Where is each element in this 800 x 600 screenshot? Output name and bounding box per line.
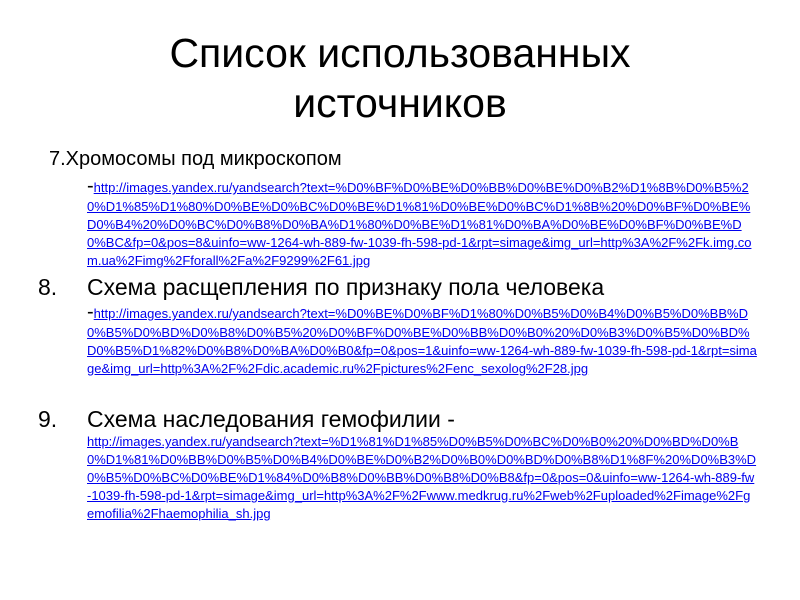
slide-title-line-2: источников xyxy=(293,80,507,126)
source-7-link[interactable]: http://images.yandex.ru/yandsearch?text=%D0%BF%D0%BE%D0%BB%D0%BE%D0%B2%D1%8B%D0%B5%20%D1%85%D1%80%D0%BE%D0%BC%D0%BE%D1%81%D0%BE%D0%BC%D1%8B%20%D0%BF%D0%BE%D0%B4%20%D0%BC%D0%B8%D0%BA%D1%80%D0%BE%D1%81%D0%BA%D0%BE%D0%BF%D0%BE%D0%BC&fp=0&pos=8&uinfo=ww-1264-wh-889-fw-1039-fh-598-pd-1&rpt=simage&img_url=http%3A%2F%2Fk.img.com.ua%2Fimg%2Fforall%2Fa%2F9299%2F61.jpg xyxy=(87,180,752,268)
source-8-link[interactable]: http://images.yandex.ru/yandsearch?text=%D0%BE%D0%BF%D1%80%D0%B5%D0%B4%D0%B5%D0%BB%D0%B5%D0%BD%D0%B8%D0%B5%20%D0%BF%D0%BE%D0%BB%D0%B0%20%D0%B3%D0%B5%D0%BD%D0%B5%D1%82%D0%B8%D0%BA%D0%B0&fp=0&pos=1&uinfo=ww-1264-wh-889-fw-1039-fh-598-pd-1&rpt=simage&img_url=http%3A%2F%2Fdic.academic.ru%2Fpictures%2Fenc_sexolog%2F28.jpg xyxy=(87,306,757,376)
source-8-label: Схема расщепления по признаку пола человека xyxy=(87,274,605,300)
source-9-label: Схема наследования гемофилии - xyxy=(87,406,455,432)
source-7-link-block xyxy=(87,175,757,270)
source-8-item xyxy=(38,273,778,301)
slide-title-line-1: Список использованных xyxy=(169,30,631,76)
source-9-number: 9. xyxy=(38,406,58,432)
source-8-number: 8. xyxy=(38,274,58,300)
source-7-dash: - xyxy=(87,175,94,197)
source-7-label: 7.Хромосомы под микроскопом xyxy=(49,148,342,170)
source-8-dash: - xyxy=(87,301,94,323)
source-9-link-block xyxy=(87,433,757,523)
source-8-link-block xyxy=(87,301,757,378)
source-9-link[interactable]: http://images.yandex.ru/yandsearch?text=%D1%81%D1%85%D0%B5%D0%BC%D0%B0%20%D0%BD%D0%B0%D1%81%D0%BB%D0%B5%D0%B4%D0%BE%D0%B2%D0%B0%D0%BD%D0%B8%D1%8F%20%D0%B3%D0%B5%D0%BC%D0%BE%D1%84%D0%B8%D0%BB%D0%B8%D0%B8&fp=0&pos=0&uinfo=ww-1264-wh-889-fw-1039-fh-598-pd-1&rpt=simage&img_url=http%3A%2F%2Fwww.medkrug.ru%2Fweb%2Fuploaded%2Fimage%2Fgemofilia%2Fhaemophilia_sh.jpg xyxy=(87,434,757,521)
slide-title xyxy=(0,28,800,128)
source-9-item xyxy=(38,405,778,433)
